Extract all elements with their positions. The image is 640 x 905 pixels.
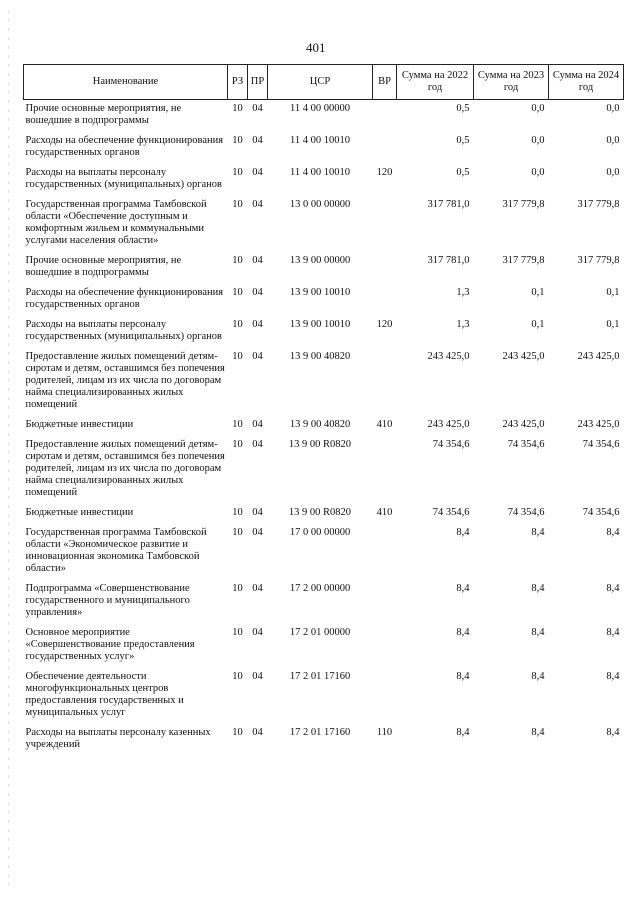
row-sum-2023: 243 425,0 bbox=[502, 419, 545, 430]
row-sum-2023: 0,0 bbox=[531, 135, 545, 146]
table-header-row bbox=[24, 65, 624, 100]
row-csr: 17 2 01 17160 bbox=[289, 671, 351, 682]
row-sum-2022: 0,5 bbox=[456, 135, 470, 146]
row-rz: 10 bbox=[232, 527, 243, 538]
table-row bbox=[24, 316, 624, 348]
row-sum-2022: 8,4 bbox=[456, 627, 470, 638]
row-vr bbox=[373, 348, 397, 416]
row-sum-2022: 0,5 bbox=[456, 167, 470, 178]
row-vr bbox=[373, 132, 397, 164]
row-sum-2022: 317 781,0 bbox=[427, 255, 470, 266]
table-row bbox=[24, 348, 624, 416]
row-sum-2022: 317 781,0 bbox=[427, 199, 470, 210]
row-pr: 04 bbox=[252, 103, 263, 114]
row-name: Прочие основные мероприятия, не вошедшие в подпрограммы bbox=[25, 255, 182, 278]
row-vr bbox=[373, 668, 397, 724]
row-pr: 04 bbox=[252, 627, 263, 638]
row-csr: 13 9 00 10010 bbox=[289, 287, 351, 298]
row-name: Обеспечение деятельности многофункциональных центров предоставления государственных и муниципальных услуг bbox=[25, 671, 184, 718]
row-sum-2022: 8,4 bbox=[456, 671, 470, 682]
page-number: 401 bbox=[306, 40, 326, 55]
table-row bbox=[24, 416, 624, 436]
table-row bbox=[24, 196, 624, 252]
table-row bbox=[24, 436, 624, 504]
row-rz: 10 bbox=[232, 627, 243, 638]
table-row bbox=[24, 284, 624, 316]
row-pr: 04 bbox=[252, 135, 263, 146]
row-sum-2024: 243 425,0 bbox=[577, 419, 620, 430]
row-rz: 10 bbox=[232, 439, 243, 450]
row-name: Подпрограмма «Совершенствование государственного и муниципального управления» bbox=[25, 583, 190, 618]
row-pr: 04 bbox=[252, 319, 263, 330]
row-vr: 410 bbox=[376, 419, 393, 430]
row-rz: 10 bbox=[232, 167, 243, 178]
row-csr: 13 9 00 40820 bbox=[289, 351, 351, 362]
header-name: Наименование bbox=[24, 65, 228, 100]
row-csr: 13 9 00 R0820 bbox=[288, 507, 352, 518]
table-row bbox=[24, 668, 624, 724]
row-sum-2022: 1,3 bbox=[456, 287, 470, 298]
row-pr: 04 bbox=[252, 287, 263, 298]
row-sum-2023: 8,4 bbox=[531, 627, 545, 638]
row-sum-2022: 74 354,6 bbox=[432, 507, 470, 518]
row-pr: 04 bbox=[252, 507, 263, 518]
row-sum-2024: 0,1 bbox=[606, 319, 620, 330]
row-csr: 17 2 01 00000 bbox=[289, 627, 351, 638]
row-sum-2022: 1,3 bbox=[456, 319, 470, 330]
row-csr: 11 4 00 10010 bbox=[290, 167, 350, 178]
row-name: Предоставление жилых помещений детям-сиротам и детям, оставшимся без попечения родителей, лицам из их числа по договорам найма специализированных жилых помещений bbox=[25, 439, 225, 498]
row-sum-2024: 0,0 bbox=[606, 135, 620, 146]
row-vr bbox=[373, 284, 397, 316]
row-sum-2022: 243 425,0 bbox=[427, 351, 470, 362]
row-sum-2023: 0,0 bbox=[531, 167, 545, 178]
row-sum-2022: 8,4 bbox=[456, 727, 470, 738]
table-row bbox=[24, 164, 624, 196]
row-pr: 04 bbox=[252, 671, 263, 682]
row-sum-2024: 8,4 bbox=[606, 583, 620, 594]
row-csr: 13 9 00 40820 bbox=[289, 419, 351, 430]
row-pr: 04 bbox=[252, 351, 263, 362]
row-vr: 120 bbox=[376, 319, 393, 330]
row-vr bbox=[373, 580, 397, 624]
row-sum-2024: 8,4 bbox=[606, 727, 620, 738]
table-row bbox=[24, 132, 624, 164]
table-row bbox=[24, 100, 624, 133]
row-sum-2023: 317 779,8 bbox=[502, 199, 545, 210]
row-rz: 10 bbox=[232, 671, 243, 682]
row-sum-2024: 0,0 bbox=[606, 167, 620, 178]
row-vr bbox=[373, 436, 397, 504]
row-name: Государственная программа Тамбовской области «Экономическое развитие и инновационная экономика Тамбовской области» bbox=[25, 527, 207, 574]
table-row bbox=[24, 524, 624, 580]
row-sum-2023: 8,4 bbox=[531, 671, 545, 682]
row-rz: 10 bbox=[232, 255, 243, 266]
row-name: Расходы на выплаты персоналу государственных (муниципальных) органов bbox=[25, 167, 223, 190]
table-row bbox=[24, 504, 624, 524]
header-sum-2023: Сумма на 2023 год bbox=[474, 65, 549, 100]
row-vr bbox=[373, 252, 397, 284]
header-csr: ЦСР bbox=[268, 65, 373, 100]
header-rz: РЗ bbox=[228, 65, 248, 100]
row-rz: 10 bbox=[232, 135, 243, 146]
row-vr bbox=[373, 524, 397, 580]
row-pr: 04 bbox=[252, 255, 263, 266]
row-sum-2023: 74 354,6 bbox=[507, 507, 545, 518]
row-sum-2024: 317 779,8 bbox=[577, 255, 620, 266]
row-sum-2023: 0,1 bbox=[531, 319, 545, 330]
header-sum-2024: Сумма на 2024 год bbox=[549, 65, 624, 100]
row-sum-2024: 8,4 bbox=[606, 627, 620, 638]
scan-edge bbox=[8, 10, 9, 890]
row-sum-2023: 0,0 bbox=[531, 103, 545, 114]
row-csr: 17 0 00 00000 bbox=[289, 527, 351, 538]
table-row bbox=[24, 724, 624, 756]
row-name: Расходы на обеспечение функционирования государственных органов bbox=[25, 287, 224, 310]
row-sum-2024: 243 425,0 bbox=[577, 351, 620, 362]
row-sum-2022: 74 354,6 bbox=[432, 439, 470, 450]
row-sum-2023: 8,4 bbox=[531, 583, 545, 594]
row-sum-2022: 243 425,0 bbox=[427, 419, 470, 430]
row-name: Бюджетные инвестиции bbox=[25, 507, 134, 518]
header-vr: ВР bbox=[373, 65, 397, 100]
row-pr: 04 bbox=[252, 727, 263, 738]
row-vr: 410 bbox=[376, 507, 393, 518]
row-csr: 17 2 01 17160 bbox=[289, 727, 351, 738]
row-sum-2022: 8,4 bbox=[456, 527, 470, 538]
row-rz: 10 bbox=[232, 507, 243, 518]
row-sum-2024: 0,0 bbox=[606, 103, 620, 114]
header-pr: ПР bbox=[248, 65, 268, 100]
row-csr: 13 9 00 R0820 bbox=[288, 439, 352, 450]
row-name: Расходы на выплаты персоналу казенных учреждений bbox=[25, 727, 211, 750]
row-pr: 04 bbox=[252, 199, 263, 210]
row-sum-2022: 8,4 bbox=[456, 583, 470, 594]
row-sum-2023: 0,1 bbox=[531, 287, 545, 298]
row-pr: 04 bbox=[252, 419, 263, 430]
row-rz: 10 bbox=[232, 319, 243, 330]
row-csr: 13 9 00 10010 bbox=[289, 319, 351, 330]
row-sum-2023: 74 354,6 bbox=[507, 439, 545, 450]
table-row bbox=[24, 580, 624, 624]
row-rz: 10 bbox=[232, 727, 243, 738]
row-sum-2023: 243 425,0 bbox=[502, 351, 545, 362]
row-rz: 10 bbox=[232, 583, 243, 594]
row-vr bbox=[373, 196, 397, 252]
row-name: Основное мероприятие «Совершенствование предоставления государственных услуг» bbox=[25, 627, 195, 662]
row-pr: 04 bbox=[252, 439, 263, 450]
row-name: Предоставление жилых помещений детям-сиротам и детям, оставшимся без попечения родителей, лицам из их числа по договорам найма специализированных жилых помещений bbox=[25, 351, 225, 410]
row-sum-2024: 74 354,6 bbox=[582, 507, 620, 518]
table-row bbox=[24, 624, 624, 668]
header-sum-2022: Сумма на 2022 год bbox=[397, 65, 474, 100]
row-sum-2024: 8,4 bbox=[606, 527, 620, 538]
row-name: Государственная программа Тамбовской области «Обеспечение доступным и комфортным жильем и коммунальными услугами населения области» bbox=[25, 199, 207, 246]
row-sum-2024: 317 779,8 bbox=[577, 199, 620, 210]
row-vr bbox=[373, 100, 397, 133]
row-csr: 17 2 00 00000 bbox=[289, 583, 351, 594]
row-sum-2022: 0,5 bbox=[456, 103, 470, 114]
row-csr: 11 4 00 00000 bbox=[290, 103, 350, 114]
row-rz: 10 bbox=[232, 287, 243, 298]
row-name: Расходы на обеспечение функционирования государственных органов bbox=[25, 135, 224, 158]
row-rz: 10 bbox=[232, 351, 243, 362]
row-name: Прочие основные мероприятия, не вошедшие в подпрограммы bbox=[25, 103, 182, 126]
row-csr: 11 4 00 10010 bbox=[290, 135, 350, 146]
row-pr: 04 bbox=[252, 167, 263, 178]
row-rz: 10 bbox=[232, 103, 243, 114]
row-pr: 04 bbox=[252, 583, 263, 594]
budget-table bbox=[23, 64, 624, 756]
row-csr: 13 9 00 00000 bbox=[289, 255, 351, 266]
row-name: Расходы на выплаты персоналу государственных (муниципальных) органов bbox=[25, 319, 223, 342]
row-rz: 10 bbox=[232, 419, 243, 430]
row-sum-2024: 8,4 bbox=[606, 671, 620, 682]
row-rz: 10 bbox=[232, 199, 243, 210]
row-vr bbox=[373, 624, 397, 668]
row-sum-2023: 8,4 bbox=[531, 527, 545, 538]
row-sum-2023: 8,4 bbox=[531, 727, 545, 738]
row-sum-2023: 317 779,8 bbox=[502, 255, 545, 266]
row-csr: 13 0 00 00000 bbox=[289, 199, 351, 210]
row-name: Бюджетные инвестиции bbox=[25, 419, 134, 430]
row-vr: 120 bbox=[376, 167, 393, 178]
row-sum-2024: 0,1 bbox=[606, 287, 620, 298]
row-vr: 110 bbox=[376, 727, 393, 738]
row-sum-2024: 74 354,6 bbox=[582, 439, 620, 450]
table-row bbox=[24, 252, 624, 284]
row-pr: 04 bbox=[252, 527, 263, 538]
